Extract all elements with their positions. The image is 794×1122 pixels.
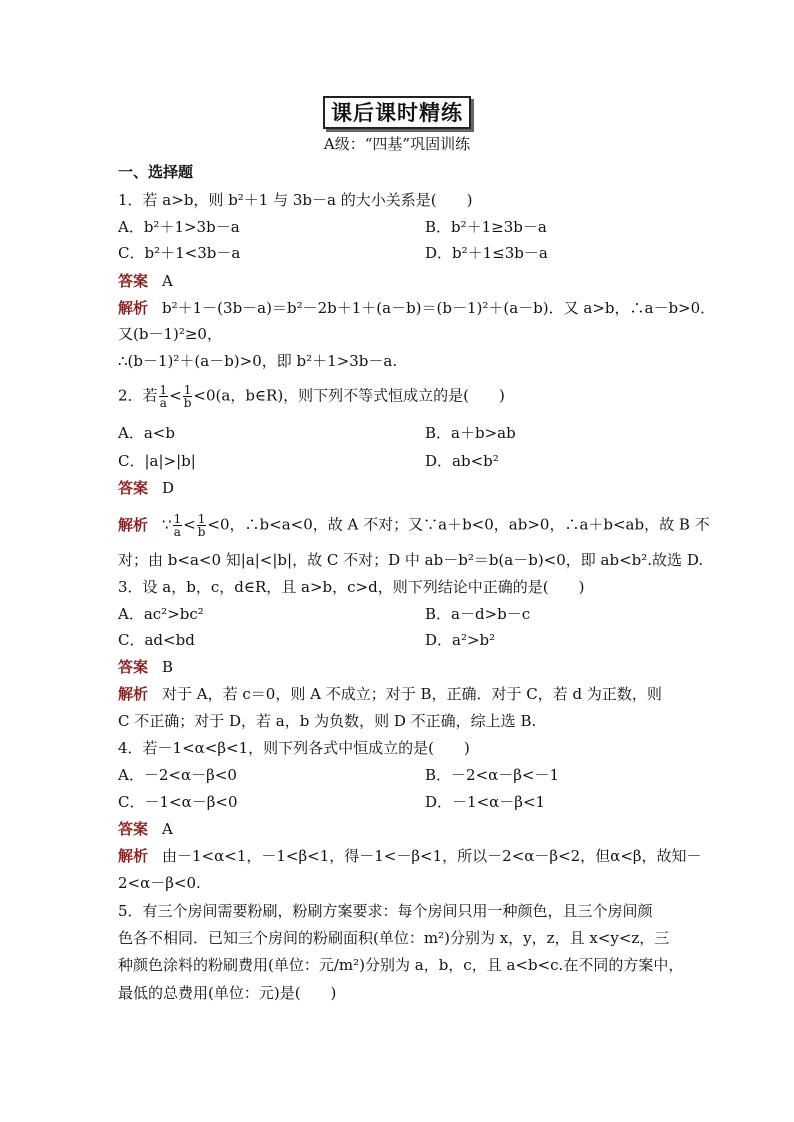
fraction-numerator: 1 xyxy=(197,512,206,526)
analysis-label: 解析 xyxy=(118,299,149,317)
q2-stem xyxy=(118,384,505,409)
fraction-denominator: b xyxy=(183,396,192,410)
q2-num: 2．若 xyxy=(118,386,158,405)
q4-option-d: D．－1<α－β<1 xyxy=(425,793,546,811)
q3-answer: B xyxy=(162,658,174,676)
q3-answer-row xyxy=(118,657,173,677)
q1-option-d: D．b²＋1≤3b－a xyxy=(425,244,548,262)
q5-line-2: 色各不相同．已知三个房间的粉刷面积(单位：m²)分别为 x，y，z，且 x<y<z，三 xyxy=(118,929,670,947)
q3-option-b: B．a－d>b－c xyxy=(425,605,531,623)
level-subtitle: A级：“四基”巩固训练 xyxy=(323,135,471,153)
answer-label: 答案 xyxy=(118,272,149,290)
page-title: 课后课时精练 xyxy=(323,96,471,129)
answer-label: 答案 xyxy=(118,820,149,838)
q2-analysis-fraction-1 xyxy=(173,513,183,538)
q1-analysis-2: 又(b－1)²≥0， xyxy=(118,325,222,343)
fraction-numerator: 1 xyxy=(183,383,192,397)
q3-option-d: D．a²>b² xyxy=(425,631,496,649)
section-heading: 一、选择题 xyxy=(118,163,194,181)
q2-answer: D xyxy=(162,479,175,497)
fraction-denominator: b xyxy=(197,525,206,539)
q2-option-b: B．a＋b>ab xyxy=(425,424,516,442)
q1-stem: 1．若 a>b，则 b²＋1 与 3b－a 的大小关系是( ) xyxy=(118,191,473,209)
answer-label: 答案 xyxy=(118,658,149,676)
q1-option-c: C．b²＋1<3b－a xyxy=(118,244,241,262)
q4-option-c: C．－1<α－β<0 xyxy=(118,793,238,811)
q2-option-a: A．a<b xyxy=(118,424,175,442)
q1-option-a: A．b²＋1>3b－a xyxy=(118,218,240,236)
q3-analysis-row xyxy=(118,684,662,704)
q3-stem: 3．设 a，b，c，d∈R，且 a>b，c>d，则下列结论中正确的是( ) xyxy=(118,578,585,596)
q2-analysis-less-than: < xyxy=(183,515,196,534)
because-symbol: ∵ xyxy=(162,515,172,534)
q3-analysis-2: C 不正确；对于 D，若 a，b 为负数，则 D 不正确，综上选 B. xyxy=(118,712,537,730)
q2-answer-row xyxy=(118,478,174,498)
q4-option-a: A．－2<α－β<0 xyxy=(118,766,237,784)
analysis-label: 解析 xyxy=(118,515,149,534)
answer-label: 答案 xyxy=(118,479,149,497)
q1-answer-row xyxy=(118,271,173,291)
q5-line-1: 5．有三个房间需要粉刷，粉刷方案要求：每个房间只用一种颜色，且三个房间颜 xyxy=(118,902,653,920)
q1-analysis-row xyxy=(118,298,715,318)
q5-line-3: 种颜色涂料的粉刷费用(单位：元/m²)分别为 a，b，c，且 a<b<c.在不同的方案中， xyxy=(118,956,684,974)
fraction-numerator: 1 xyxy=(173,512,182,526)
q3-option-c: C．ad<bd xyxy=(118,631,195,649)
title-container xyxy=(0,96,794,129)
q2-analysis-row xyxy=(118,513,710,538)
q2-stem-rest: <0(a，b∈R)，则下列不等式恒成立的是( ) xyxy=(193,386,505,405)
analysis-label: 解析 xyxy=(118,685,149,703)
fraction-denominator: a xyxy=(173,525,181,539)
q4-analysis-2: 2<α－β<0. xyxy=(118,874,201,892)
analysis-label: 解析 xyxy=(118,847,149,865)
q4-answer: A xyxy=(162,820,173,838)
q2-fraction-2 xyxy=(183,384,193,409)
q4-option-b: B．－2<α－β<－1 xyxy=(425,766,560,784)
q1-answer: A xyxy=(162,272,173,290)
q1-analysis-1: b²＋1－(3b－a)＝b²－2b＋1＋(a－b)＝(b－1)²＋(a－b)．又 a>b，∴a－b>0． xyxy=(162,299,716,317)
q4-analysis-row xyxy=(118,846,702,866)
q4-answer-row xyxy=(118,819,173,839)
q1-option-b: B．b²＋1≥3b－a xyxy=(425,218,547,236)
q2-analysis-fraction-2 xyxy=(197,513,207,538)
q3-option-a: A．ac²>bc² xyxy=(118,605,204,623)
q2-less-than: < xyxy=(169,386,182,405)
q4-stem: 4．若－1<α<β<1，则下列各式中恒成立的是( ) xyxy=(118,739,470,757)
q1-analysis-3: ∴(b－1)²＋(a－b)>0，即 b²＋1>3b－a. xyxy=(118,352,398,370)
fraction-denominator: a xyxy=(159,396,167,410)
q5-line-4: 最低的总费用(单位：元)是( ) xyxy=(118,984,337,1002)
q2-fraction-1 xyxy=(159,384,169,409)
q4-analysis-1: 由－1<α<1，－1<β<1，得－1<－β<1，所以－2<α－β<2，但α<β，故知－ xyxy=(162,847,702,865)
fraction-numerator: 1 xyxy=(159,383,168,397)
q2-option-d: D．ab<b² xyxy=(425,452,499,470)
q2-analysis-2: 对；由 b<a<0 知|a|<|b|，故 C 不对；D 中 ab－b²＝b(a－b)<0，即 ab<b².故选 D. xyxy=(118,551,704,569)
q2-analysis-1: <0，∴b<a<0，故 A 不对；又∵a＋b<0，ab>0，∴a＋b<ab，故 B 不 xyxy=(207,515,710,534)
q3-analysis-1: 对于 A，若 c＝0，则 A 不成立；对于 B，正确．对于 C，若 d 为正数，则 xyxy=(162,685,662,703)
q2-option-c: C．|a|>|b| xyxy=(118,452,196,470)
